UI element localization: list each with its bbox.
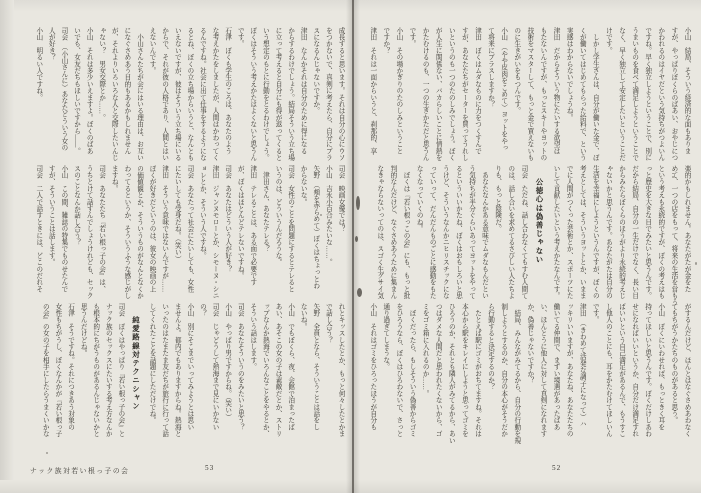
text-column: 小山 別にそこまでいってみようとは思い bbox=[185, 303, 193, 431]
text-column: な考えかたをしましたが、人間はかわってく bbox=[211, 27, 219, 161]
text-column: う気持ちが半分ぐらいあってヨットをやって bbox=[467, 165, 475, 299]
text-column: つはダメな人間だと思われたくないから、ゴ bbox=[434, 303, 442, 437]
text-column: 考えとしては、そういうヨットとか、いまま bbox=[578, 165, 586, 299]
text-column: ッキリいいますが、あなたね、あなたたちの bbox=[565, 303, 573, 437]
text-column: 津田 なんかそれは自分のために得になる bbox=[299, 27, 307, 155]
text-column: いして貢献したいという考えかたなんです。 bbox=[552, 165, 560, 299]
text-column: スになるんじゃないですか。 bbox=[311, 27, 319, 115]
text-column: し他人のことにも、耳をかたむけてほしいん bbox=[604, 303, 612, 437]
text-column: 小山 結局、そういう経済的な面もありま bbox=[683, 27, 690, 155]
text-column: 制しようとするのか、自分の本心がそうだか bbox=[499, 303, 507, 437]
text-column: 司会 じゃどうして熱海まで見にいかない bbox=[211, 303, 219, 431]
text-column: ゃないかと思うんです。あなたがたは自分の bbox=[604, 165, 612, 299]
text-column: 楽的かもしれません。あなたがたが金をた bbox=[683, 165, 690, 293]
text-column: い、ほんとうに他人に対して真剣になれます bbox=[538, 303, 546, 437]
text-column: かわれるのはイヤだという気持ちがつよいん bbox=[656, 27, 664, 161]
text-column: るんですね。社会に出て仕事をするようにな bbox=[198, 27, 206, 161]
page-number-left: 53 bbox=[205, 464, 215, 472]
text-column: がするんだけど、ほんとはなぐさめあわなく bbox=[683, 303, 690, 437]
scan-edge-left bbox=[0, 0, 14, 493]
text-column: 津田 そういう意味ではないんですが…… bbox=[160, 165, 168, 293]
text-column: あなたなんかある意味でムダなもんだとい bbox=[480, 165, 488, 299]
text-column: ぼくだったら、もしそういう偽善からゴミ bbox=[408, 303, 416, 437]
text-column: からないな。 bbox=[299, 165, 307, 206]
text-column: ップなんか熱海でいろんなことをやるとか、 bbox=[261, 303, 269, 437]
text-column: か、偽善じゃないですか？ bbox=[525, 303, 533, 384]
text-column: です。 bbox=[236, 27, 244, 48]
text-column: 津田 ジャンヌモローとか、シモーヌ・シニ bbox=[211, 165, 219, 299]
text-column: 司会 ぼくはやっぱり『若い根っ子の会』と bbox=[116, 303, 124, 437]
text-column: からで、それが彼の人格であり、人間とはい bbox=[160, 27, 168, 161]
text-column: しかし学生さんは、自分が働いた金で、ぼ bbox=[591, 27, 599, 161]
text-column: ゃない？ 男女交際とか……。 bbox=[97, 27, 105, 121]
text-column: 津田さん、あなたテレる？ bbox=[261, 165, 269, 253]
text-column: るとね、ぼくの立ち場からいうと、なんとも bbox=[185, 27, 193, 161]
text-column: 司会 あなたたち『若い根っ子の会』は、 bbox=[97, 165, 105, 293]
text-column: ないね。 bbox=[299, 303, 307, 330]
text-column: っと歴史を大きな目でみたいと思うんです。 bbox=[643, 165, 651, 299]
text-column: 石津 そうですね。それにつきあう対象の bbox=[66, 303, 74, 431]
text-column: からみたらぼくらのほうがより永続的考えじ bbox=[617, 165, 625, 299]
text-column: 小山 それは多少いえますよ。ぼくのばあ bbox=[85, 27, 93, 155]
text-column: になぐさめあう目的もあるかもしれません bbox=[122, 27, 130, 155]
text-column: で話し合う？ bbox=[324, 303, 332, 344]
text-column: てもちがうかたちのものがあると思う。 bbox=[669, 303, 677, 424]
text-column: ばいいという自己満足があるんで、もうすこ bbox=[617, 303, 625, 437]
text-column: いうのは、どういうんだろうな。 bbox=[274, 165, 282, 266]
text-column: すが、そういうことは話します。 bbox=[47, 165, 55, 266]
text-column: 人が好き？ bbox=[47, 27, 55, 61]
text-column: の？ bbox=[198, 303, 206, 317]
text-column: せになればいいというか、自分だけ満足すれ bbox=[630, 303, 638, 437]
left-page-band-middle bbox=[30, 165, 346, 315]
text-column: 実感はわからないでしょうね。 bbox=[565, 27, 573, 121]
text-column: 小山 （やや皮肉をこめて）ヨットをやっ bbox=[499, 27, 507, 151]
text-column: うけど、そういうなんかニヒリスチックにな bbox=[441, 165, 449, 299]
text-column: からするわけでしょう。結局そういう立ち場 bbox=[286, 27, 294, 161]
text-column: のに生きがいをもつんです。 bbox=[512, 27, 520, 115]
right-page-band-bottom bbox=[362, 303, 693, 463]
text-column: ぼくは『若い根っこの会』にも、もっと批 bbox=[402, 165, 410, 299]
text-column: 小山 その場かぎりのたのしみということ bbox=[394, 27, 402, 155]
text-column: 司会 あなたはどういう人が好き？ bbox=[223, 165, 231, 273]
text-column: たとえば駅にゴミがおちてますね。それは bbox=[473, 303, 481, 437]
text-column: 小山 でもぼくら、夜、会館で泊まったば bbox=[286, 303, 294, 431]
text-column: 判的なんだけど、なぐさめあうために集まん bbox=[388, 165, 396, 299]
text-column: るといういいかたね、ぼくはおもしろいと思 bbox=[454, 165, 462, 299]
text-column: に立って考えると自分にも得が返ってくると bbox=[274, 27, 282, 161]
text-column: 司会 二人で話すときには、どこのだれそ bbox=[34, 165, 42, 293]
text-column: いでも、女友だちもほしいですから――。 bbox=[72, 27, 80, 155]
text-column: が、ぼくはほとんどテレないですね。 bbox=[236, 165, 244, 279]
gutter-shadow bbox=[352, 0, 354, 493]
text-column: ナック族のセックスにたいする考え方なんか bbox=[104, 303, 112, 437]
text-column: うちとけて話すんでしょうけれども、セック bbox=[85, 165, 93, 299]
scan-smudge bbox=[355, 236, 358, 242]
text-column: 女性もちがうし、ぼくなんかが『若い根っ子 bbox=[53, 303, 61, 437]
text-column: ひろうのか、それとも隣人がみてるから、あい bbox=[447, 303, 455, 444]
text-column: かたむけるのも、一つの生きかただと思うん bbox=[421, 27, 429, 161]
text-column: 技術をマスターして、もっと金で買えないも bbox=[525, 27, 533, 161]
text-column: 石津 ぼくも学生のころは、あなたのよう bbox=[223, 27, 231, 155]
text-column: 司会 あなたそういうのをみたいと思う？ bbox=[236, 303, 244, 431]
scan-speck bbox=[695, 262, 697, 265]
text-column: 思うんだけどね。 bbox=[79, 303, 87, 357]
text-column: 小山 吉永小百合みたいな……。 bbox=[324, 165, 332, 266]
text-column: してくれたことを話題にしただけでね。 bbox=[148, 303, 156, 424]
text-column: 通り過ぎてしまうな。 bbox=[381, 303, 389, 370]
scan-smudge bbox=[356, 196, 360, 210]
text-column: 小山さんたちが会にはいる理由は、お互い bbox=[135, 27, 143, 161]
text-column: だから結局、自分の一生だけでなく、長い目 bbox=[630, 165, 638, 299]
text-column: そういう話はします。 bbox=[248, 303, 256, 370]
text-column: 本心から駅をキレイにしようと思ってゴミを bbox=[460, 303, 468, 437]
text-column: 矢野 （頬を赤らめて）ぼくはちょっとわ bbox=[311, 165, 319, 289]
text-column: 成長すると思います。それは自分の心にウソ bbox=[337, 27, 344, 161]
text-column: 司会 ただね、話し合わなくてもすむ人間て bbox=[519, 165, 527, 299]
text-column: なきゃならないってのは、スゴく生グサイ気 bbox=[375, 165, 383, 299]
text-column: 司会 （小山さんに）あなたどういう女の bbox=[59, 27, 67, 151]
text-column: 小山 この間、雑誌の特集でものせたんで bbox=[59, 165, 67, 293]
text-column: なくなっていくのね。 bbox=[415, 165, 423, 232]
right-page-band-middle bbox=[362, 165, 693, 315]
text-column: という考えも永続的ですが、ぼくの考えはも bbox=[656, 165, 664, 299]
text-column: が人生に関係ない、バカらしいことに情熱を bbox=[434, 27, 442, 161]
text-column: ぼくはそういう考えかたはよくないと思うん bbox=[248, 27, 256, 161]
text-column: 小山 それはゴミをひろったほうが自分も bbox=[368, 303, 376, 431]
text-column: いというのも一つのたのしみでしょう。ぼく bbox=[447, 27, 455, 161]
text-column: ますね。 bbox=[110, 165, 118, 192]
text-column: 津田 テレることは、ある面で必要です bbox=[248, 165, 256, 286]
text-column: 小山 ぼくにいわせれば、もっときく耳を bbox=[656, 303, 664, 431]
text-column: くが働いてはじめてもらった給料で、という bbox=[578, 27, 586, 161]
text-column: も根本的にちがうものがあるんじゃないかと bbox=[91, 303, 99, 437]
text-column: にたいしても受身だね。（笑い） bbox=[173, 165, 181, 263]
text-column: 司会 映画女優では？ bbox=[337, 165, 344, 232]
text-column: 小山 やっぱり男ですからね。（笑い） bbox=[223, 303, 231, 421]
text-column: ませんよ。都内でもありますからね。熱海と bbox=[173, 303, 181, 437]
running-title: ナック族対若い根っ子の会 bbox=[30, 468, 130, 475]
text-column: です。 bbox=[408, 27, 416, 48]
text-column: っていって、だんだんものごとに感動をもた bbox=[428, 165, 436, 299]
text-column: えないんです。 bbox=[148, 27, 156, 74]
text-column: ョレとか、そういう人ですね。 bbox=[198, 165, 206, 259]
text-column: なく、早く独立して安定したいということだ bbox=[617, 27, 625, 161]
text-column: の会』の女の子を相手にしたらうまくいかな bbox=[41, 303, 49, 437]
text-column: 司会 あなたって社会にたいしても、女性 bbox=[185, 165, 193, 293]
text-column: て将来にプラスしますか？ bbox=[486, 27, 494, 108]
right-page-band-top bbox=[362, 27, 693, 177]
text-column: のは、話し合いを求めてるさびしい人たちよ bbox=[506, 165, 514, 299]
text-column: です。 bbox=[591, 303, 599, 324]
text-column: 小山 明るい人ですね。 bbox=[34, 27, 42, 101]
text-column: をつかないで、真剣に考えたら、自分にプラ bbox=[324, 27, 332, 161]
text-column: りも、もっと陰険だ。 bbox=[493, 165, 501, 232]
text-column: れとキッスしたとか、もっと何々したとかま bbox=[337, 303, 344, 437]
left-page-band-bottom bbox=[30, 303, 346, 463]
text-column: 生活を幸福にしようというんですが、ぼくの bbox=[591, 165, 599, 299]
text-column: 働いてる仲間で、まずい境遇があったばあ bbox=[552, 303, 560, 431]
text-column: 津田 （きわめて活発な調子になって）ハ bbox=[578, 303, 586, 427]
text-column: ら行動すると決定するのか？ bbox=[486, 303, 494, 391]
text-column: 矢野 全員となら、そういうことは話をし bbox=[311, 303, 319, 431]
text-column: が、それよりいろいろな人と交際したいんじ bbox=[110, 27, 118, 161]
text-column: でに人間がつくった芸術とか、スポーツにた bbox=[565, 165, 573, 299]
text-column: すが、あなたたちがセーターを買ってうれし bbox=[460, 27, 468, 161]
text-column: ミをゴミ箱に入れるのか……。 bbox=[421, 303, 429, 397]
text-column: うまいものを食べて満足しようということで bbox=[630, 27, 638, 161]
text-column: ですね。早く独立しようということで、別に bbox=[643, 27, 651, 161]
page-number-right: 52 bbox=[552, 464, 562, 472]
text-column: の価値観とか、そういうものがなんとなくか bbox=[135, 165, 143, 299]
text-column: 津田 それは一面からいうと、刹那的、享 bbox=[368, 27, 376, 155]
text-column: ぼくが好きだというのは、彼女の映画の上 bbox=[148, 165, 156, 293]
text-column: 津田 だからそういう物にたいする欲望は bbox=[552, 27, 560, 155]
text-column: あい、あそこの女の子は素敵だとか、ストリ bbox=[274, 303, 282, 437]
section-heading: 純愛路線対テクニシャン bbox=[131, 316, 141, 411]
text-column: すが、やっぱりぼくらのばあい、おやじにつ bbox=[669, 27, 677, 161]
text-column: スのことなんか話し合う？ bbox=[72, 165, 80, 246]
text-column: 結局、みんながみてるから、自分の行動を規 bbox=[512, 303, 520, 444]
text-column: ですか？ bbox=[381, 27, 389, 54]
text-column: 司会 女性のことを問題にするとテレると bbox=[286, 165, 294, 293]
left-page-band-top bbox=[30, 27, 346, 177]
text-column: いう想定のもとに行動をとるわけでしょう。 bbox=[261, 27, 269, 161]
text-column: いえないですが、彼はそういう立ち場にいる bbox=[173, 27, 181, 161]
text-column: いったのはたまたま友だちが旅行に行って話 bbox=[160, 303, 168, 437]
text-column: 持ってほしいと思うんです。ぼくだけしあわ bbox=[643, 303, 651, 437]
text-column: けです。 bbox=[604, 27, 612, 54]
text-column: をひろうなら、ぼくはひろわないで、さっと bbox=[394, 303, 402, 437]
text-column: わってるというか、そういうふうな感じがし bbox=[122, 165, 130, 299]
text-column: 津田 ぼくはムダなものに力をつくすんで bbox=[473, 27, 481, 155]
section-heading: 公徳心は偽善じゃない bbox=[534, 178, 544, 264]
text-column: めて、一つの店をもって、将来の生活を営もう bbox=[669, 165, 677, 306]
text-column: もたないんですが、もっとスキーやヨットの bbox=[538, 27, 546, 161]
